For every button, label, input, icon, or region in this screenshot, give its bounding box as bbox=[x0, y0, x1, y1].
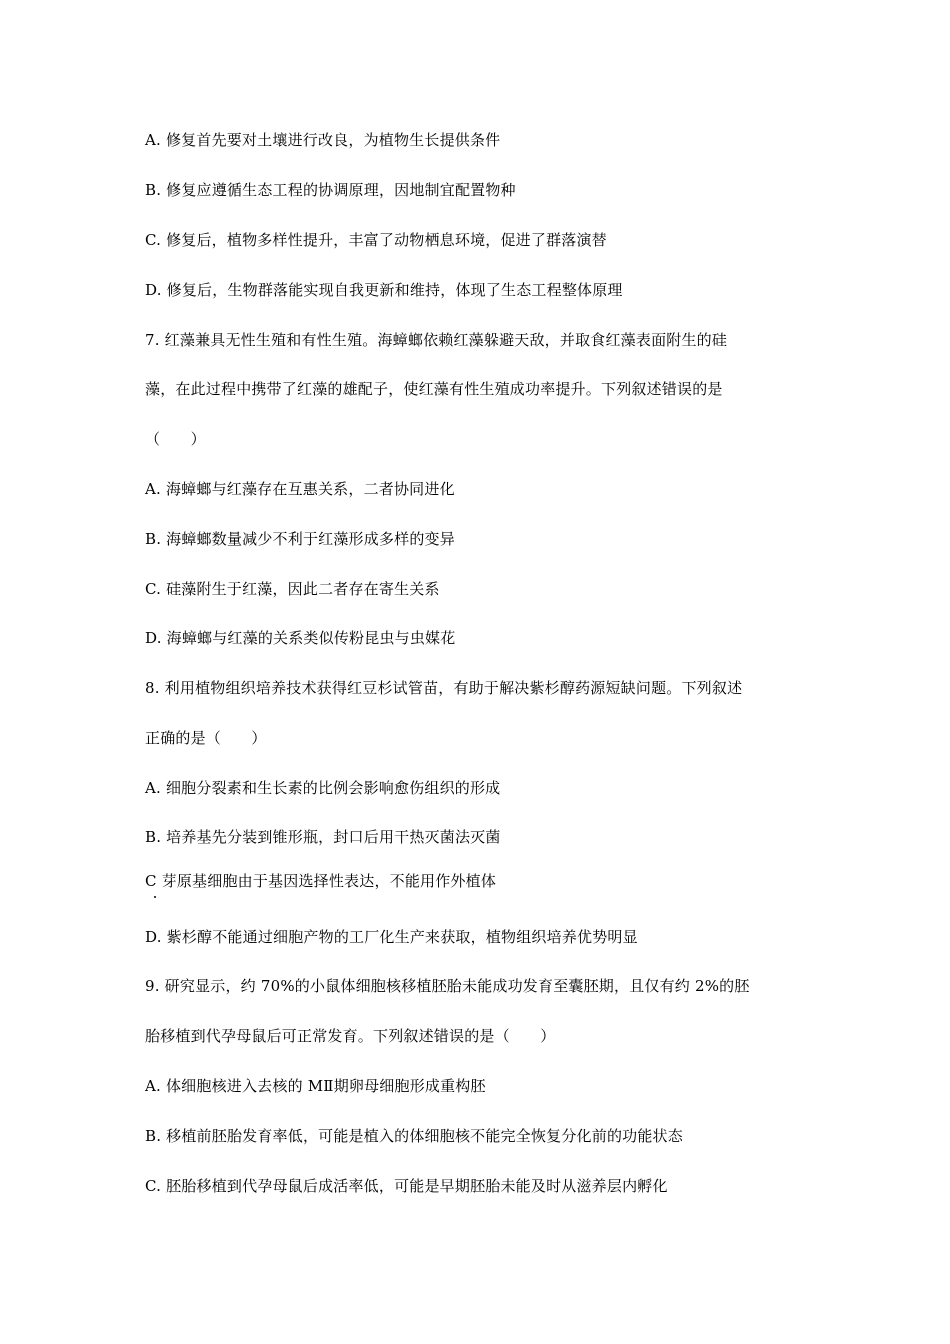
q7-option-c: C. 硅藻附生于红藻，因此二者存在寄生关系 bbox=[145, 580, 440, 598]
q6-option-a: A. 修复首先要对土壤进行改良，为植物生长提供条件 bbox=[145, 131, 501, 149]
q7-option-d: D. 海蟑螂与红藻的关系类似传粉昆虫与虫媒花 bbox=[145, 629, 456, 647]
q6-option-b: B. 修复应遵循生态工程的协调原理，因地制宜配置物种 bbox=[145, 181, 516, 199]
q9-stem-line-1: 9. 研究显示，约 70%的小鼠体细胞核移植胚胎未能成功发育至囊胚期，且仅有约 2%的胚 bbox=[145, 977, 750, 995]
q8-option-b: B. 培养基先分装到锥形瓶，封口后用干热灭菌法灭菌 bbox=[145, 828, 501, 846]
q7-option-b: B. 海蟑螂数量减少不利于红藻形成多样的变异 bbox=[145, 530, 455, 548]
q8-option-c: C 芽原基细胞由于基因选择性表达，不能用作外植体 bbox=[145, 872, 497, 890]
q9-option-b: B. 移植前胚胎发育率低，可能是植入的体细胞核不能完全恢复分化前的功能状态 bbox=[145, 1127, 683, 1145]
q7-stem-line-2: 藻，在此过程中携带了红藻的雄配子，使红藻有性生殖成功率提升。下列叙述错误的是 bbox=[145, 380, 723, 398]
q8-stem-line-2: 正确的是（ ） bbox=[145, 729, 267, 747]
q9-stem-line-2: 胎移植到代孕母鼠后可正常发育。下列叙述错误的是（ ） bbox=[145, 1027, 556, 1045]
q7-option-a: A. 海蟑螂与红藻存在互惠关系，二者协同进化 bbox=[145, 480, 455, 498]
stray-dot-mark bbox=[154, 896, 156, 898]
q9-option-c: C. 胚胎移植到代孕母鼠后成活率低，可能是早期胚胎未能及时从滋养层内孵化 bbox=[145, 1177, 668, 1195]
q8-stem-line-1: 8. 利用植物组织培养技术获得红豆杉试管苗，有助于解决紫杉醇药源短缺问题。下列叙述 bbox=[145, 679, 743, 697]
q7-stem-line-1: 7. 红藻兼具无性生殖和有性生殖。海蟑螂依赖红藻躲避天敌，并取食红藻表面附生的硅 bbox=[145, 331, 728, 349]
q8-option-d: D. 紫杉醇不能通过细胞产物的工厂化生产来获取，植物组织培养优势明显 bbox=[145, 928, 638, 946]
q7-stem-line-3: （ ） bbox=[145, 430, 206, 448]
q6-option-d: D. 修复后，生物群落能实现自我更新和维持，体现了生态工程整体原理 bbox=[145, 281, 623, 299]
q9-option-a: A. 体细胞核进入去核的 MⅡ期卵母细胞形成重构胚 bbox=[145, 1077, 486, 1095]
q8-option-a: A. 细胞分裂素和生长素的比例会影响愈伤组织的形成 bbox=[145, 779, 501, 797]
q6-option-c: C. 修复后，植物多样性提升，丰富了动物栖息环境，促进了群落演替 bbox=[145, 231, 607, 249]
